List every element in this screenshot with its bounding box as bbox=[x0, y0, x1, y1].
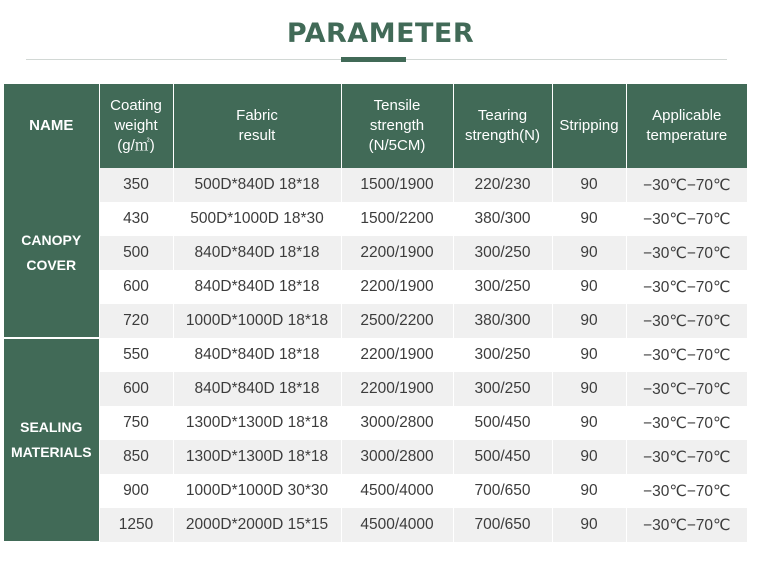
cell-tearing-strength: 500/450 bbox=[453, 406, 552, 440]
cell-tearing-strength: 380/300 bbox=[453, 202, 552, 236]
header-fabric-result bbox=[173, 84, 341, 168]
page-title: PARAMETER bbox=[286, 18, 475, 49]
cell-tensile-strength: 2200/1900 bbox=[341, 236, 453, 270]
cell-tensile-strength: 2200/1900 bbox=[341, 338, 453, 372]
cell-coating-weight: 900 bbox=[99, 474, 173, 508]
cell-fabric-result: 500D*1000D 18*30 bbox=[173, 202, 341, 236]
group-name-line: COVER bbox=[26, 256, 77, 273]
header-fabric-line-2: result bbox=[238, 127, 276, 144]
cell-tensile-strength: 1500/2200 bbox=[341, 202, 453, 236]
table-row bbox=[4, 338, 747, 372]
cell-coating-weight: 1250 bbox=[99, 508, 173, 542]
cell-fabric-result: 840D*840D 18*18 bbox=[173, 236, 341, 270]
header-temperature-line-2: temperature bbox=[646, 127, 728, 144]
table-row bbox=[4, 440, 747, 474]
header-tensile-line-1: Tensile bbox=[373, 97, 421, 114]
table-row bbox=[4, 236, 747, 270]
cell-applicable-temperature: −30℃−70℃ bbox=[626, 406, 747, 440]
table-row bbox=[4, 406, 747, 440]
cell-stripping: 90 bbox=[552, 304, 626, 338]
cell-applicable-temperature: −30℃−70℃ bbox=[626, 202, 747, 236]
cell-tensile-strength: 3000/2800 bbox=[341, 440, 453, 474]
header-tensile-strength bbox=[341, 84, 453, 168]
cell-fabric-result: 2000D*2000D 15*15 bbox=[173, 508, 341, 542]
table-row bbox=[4, 202, 747, 236]
cell-applicable-temperature: −30℃−70℃ bbox=[626, 338, 747, 372]
table-header-row bbox=[4, 84, 747, 168]
header-tearing-line-2: strength(N) bbox=[464, 127, 541, 144]
cell-coating-weight: 350 bbox=[99, 168, 173, 202]
table-row bbox=[4, 474, 747, 508]
cell-tensile-strength: 4500/4000 bbox=[341, 508, 453, 542]
cell-tearing-strength: 700/650 bbox=[453, 474, 552, 508]
table-row bbox=[4, 508, 747, 542]
cell-coating-weight: 430 bbox=[99, 202, 173, 236]
cell-coating-weight: 600 bbox=[99, 372, 173, 406]
header-coating-line-2: weight bbox=[114, 117, 158, 134]
title-accent-bar bbox=[341, 57, 406, 62]
cell-coating-weight: 600 bbox=[99, 270, 173, 304]
cell-tensile-strength: 4500/4000 bbox=[341, 474, 453, 508]
cell-stripping: 90 bbox=[552, 236, 626, 270]
cell-stripping: 90 bbox=[552, 474, 626, 508]
table-body bbox=[4, 168, 747, 542]
table-row bbox=[4, 168, 747, 202]
table-row bbox=[4, 270, 747, 304]
header-coating-weight bbox=[99, 84, 173, 168]
cell-applicable-temperature: −30℃−70℃ bbox=[626, 440, 747, 474]
group-name-cell bbox=[4, 338, 99, 542]
cell-coating-weight: 550 bbox=[99, 338, 173, 372]
cell-tearing-strength: 300/250 bbox=[453, 236, 552, 270]
cell-tearing-strength: 700/650 bbox=[453, 508, 552, 542]
cell-tearing-strength: 500/450 bbox=[453, 440, 552, 474]
header-coating-line-3: (g/㎡) bbox=[117, 137, 155, 154]
cell-fabric-result: 1000D*1000D 18*18 bbox=[173, 304, 341, 338]
group-name-line: CANOPY bbox=[21, 231, 82, 248]
cell-stripping: 90 bbox=[552, 168, 626, 202]
cell-tensile-strength: 2200/1900 bbox=[341, 270, 453, 304]
cell-stripping: 90 bbox=[552, 440, 626, 474]
cell-coating-weight: 720 bbox=[99, 304, 173, 338]
cell-coating-weight: 850 bbox=[99, 440, 173, 474]
cell-coating-weight: 750 bbox=[99, 406, 173, 440]
header-tearing-line-1: Tearing bbox=[477, 107, 528, 124]
cell-fabric-result: 500D*840D 18*18 bbox=[173, 168, 341, 202]
header-temperature-line-1: Applicable bbox=[652, 107, 722, 124]
header-tensile-line-2: strength bbox=[369, 117, 425, 134]
cell-tensile-strength: 2500/2200 bbox=[341, 304, 453, 338]
cell-fabric-result: 840D*840D 18*18 bbox=[173, 338, 341, 372]
cell-applicable-temperature: −30℃−70℃ bbox=[626, 474, 747, 508]
cell-fabric-result: 840D*840D 18*18 bbox=[173, 372, 341, 406]
cell-applicable-temperature: −30℃−70℃ bbox=[626, 304, 747, 338]
header-stripping: Stripping bbox=[552, 84, 626, 168]
cell-applicable-temperature: −30℃−70℃ bbox=[626, 270, 747, 304]
group-name-cell bbox=[4, 168, 99, 338]
cell-tearing-strength: 220/230 bbox=[453, 168, 552, 202]
cell-coating-weight: 500 bbox=[99, 236, 173, 270]
cell-fabric-result: 1300D*1300D 18*18 bbox=[173, 406, 341, 440]
cell-applicable-temperature: −30℃−70℃ bbox=[626, 508, 747, 542]
cell-applicable-temperature: −30℃−70℃ bbox=[626, 168, 747, 202]
cell-tensile-strength: 3000/2800 bbox=[341, 406, 453, 440]
cell-stripping: 90 bbox=[552, 338, 626, 372]
cell-stripping: 90 bbox=[552, 202, 626, 236]
cell-tensile-strength: 1500/1900 bbox=[341, 168, 453, 202]
cell-stripping: 90 bbox=[552, 508, 626, 542]
table-row bbox=[4, 304, 747, 338]
table-row bbox=[4, 372, 747, 406]
cell-stripping: 90 bbox=[552, 372, 626, 406]
cell-tensile-strength: 2200/1900 bbox=[341, 372, 453, 406]
header-coating-line-1: Coating bbox=[110, 97, 162, 114]
cell-tearing-strength: 300/250 bbox=[453, 372, 552, 406]
cell-tearing-strength: 380/300 bbox=[453, 304, 552, 338]
header-applicable-temperature bbox=[626, 84, 747, 168]
cell-stripping: 90 bbox=[552, 270, 626, 304]
header-tearing-strength bbox=[453, 84, 552, 168]
cell-tearing-strength: 300/250 bbox=[453, 338, 552, 372]
cell-fabric-result: 1000D*1000D 30*30 bbox=[173, 474, 341, 508]
header-tensile-line-3: (N/5CM) bbox=[368, 137, 426, 154]
cell-fabric-result: 1300D*1300D 18*18 bbox=[173, 440, 341, 474]
group-name-line: MATERIALS bbox=[10, 444, 92, 460]
cell-applicable-temperature: −30℃−70℃ bbox=[626, 236, 747, 270]
cell-tearing-strength: 300/250 bbox=[453, 270, 552, 304]
header-name: NAME bbox=[4, 84, 99, 168]
cell-stripping: 90 bbox=[552, 406, 626, 440]
header-fabric-line-1: Fabric bbox=[236, 107, 278, 124]
cell-fabric-result: 840D*840D 18*18 bbox=[173, 270, 341, 304]
cell-applicable-temperature: −30℃−70℃ bbox=[626, 372, 747, 406]
group-name-line: SEALING bbox=[20, 419, 83, 435]
parameter-table bbox=[4, 84, 747, 543]
